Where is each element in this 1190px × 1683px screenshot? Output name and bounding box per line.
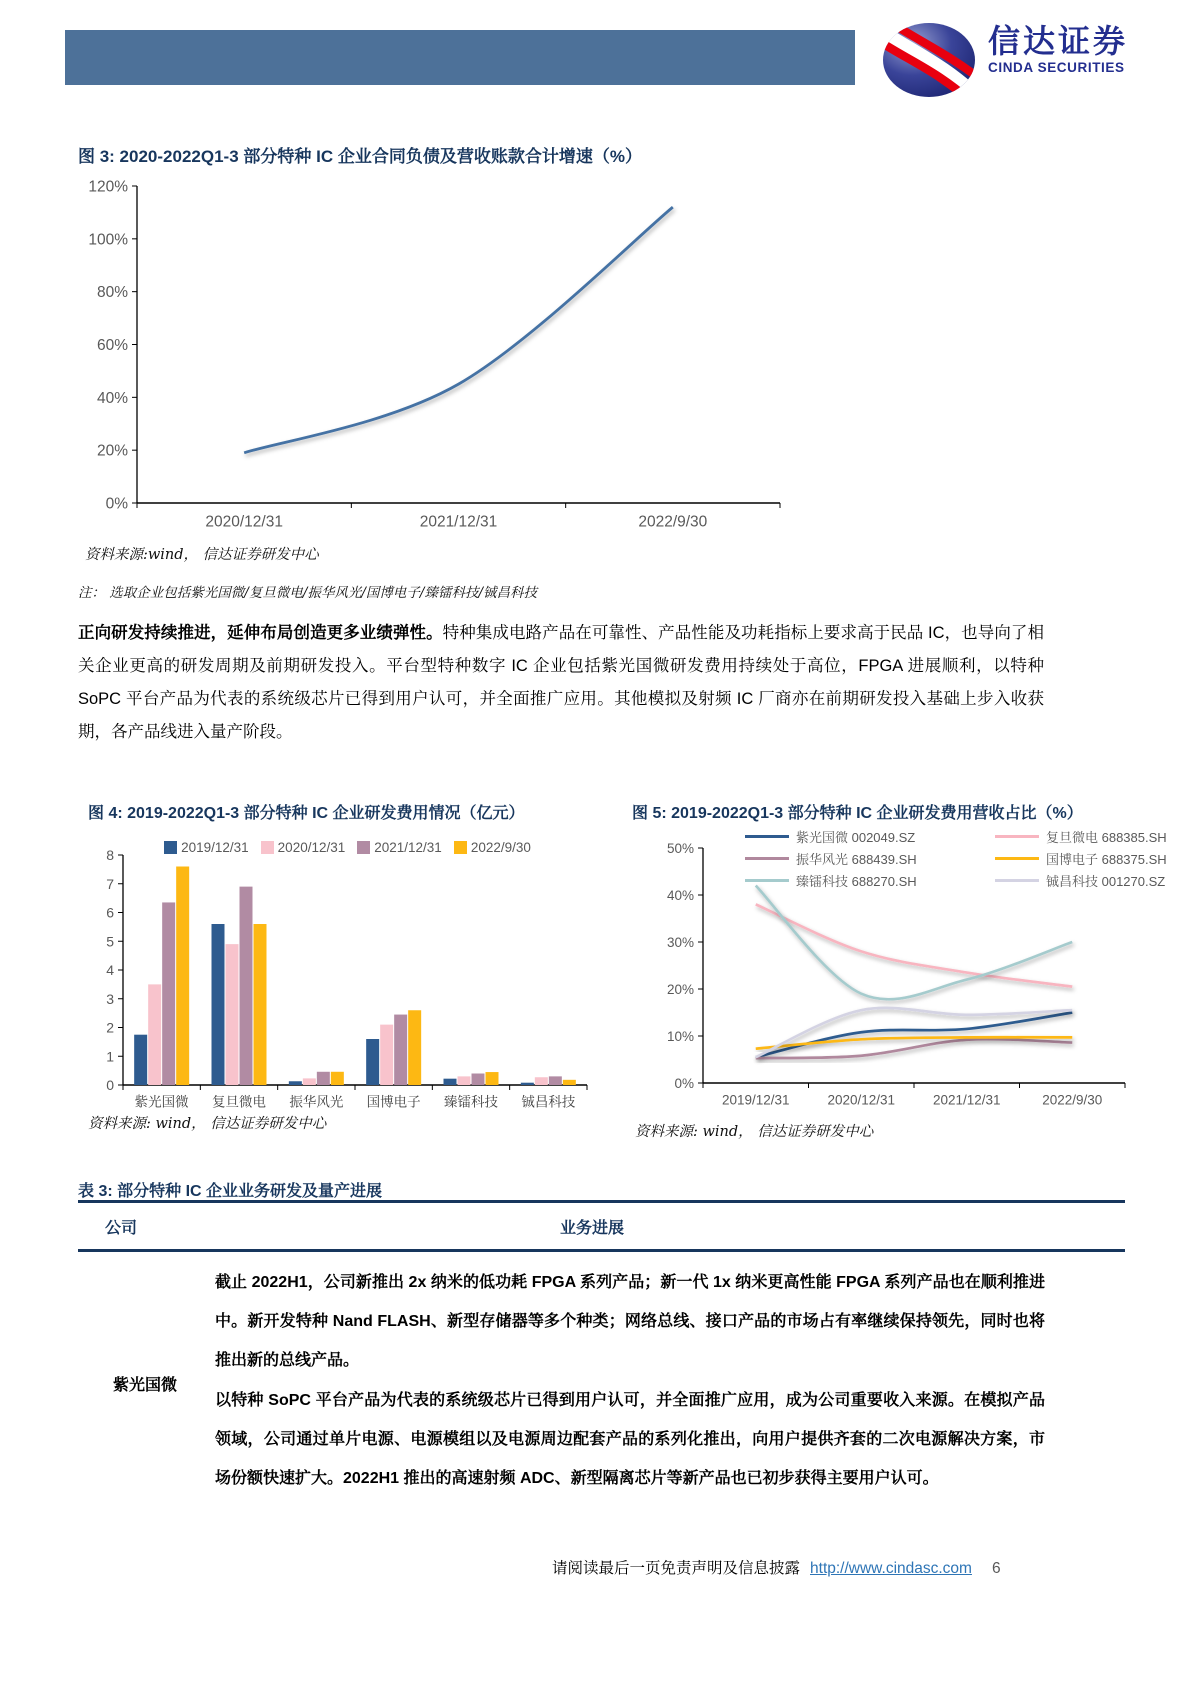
svg-text:4: 4 [106,962,114,979]
fig4-bar [289,1081,302,1085]
fig4-bar [303,1078,316,1085]
svg-text:复旦微电: 复旦微电 [212,1094,266,1110]
table3-title: 表 3: 部分特种 IC 企业业务研发及量产进展 [78,1183,383,1200]
fig4-legend-item: 2019/12/31 [164,840,249,855]
company-logo [882,22,1128,98]
svg-text:8: 8 [106,847,114,864]
svg-text:2022/9/30: 2022/9/30 [638,513,708,531]
svg-text:2021/12/31: 2021/12/31 [419,513,498,531]
svg-text:2: 2 [106,1019,114,1036]
fig4-legend-item: 2022/9/30 [454,840,531,855]
table3-row-progress-para1: 截止 2022H1，公司新推出 2x 纳米的低功耗 FPGA 系列产品；新一代 1x 纳米更高性能 FPGA 系列产品也在顺利推进中。新开发特种 Nand FLASH、新型存储器等多个种类；网络总线、接口产品的市场占有率继续保持领先，同时也将推出新的总线产品。 [215,1274,1045,1369]
table3-top-rule [78,1200,1125,1203]
svg-text:国博电子: 国博电子 [366,1094,421,1110]
svg-text:10%: 10% [666,1028,694,1044]
table3-row-progress-para2: 以特种 SoPC 平台产品为代表的系统级芯片已得到用户认可，并全面推广应用，成为公司重要收入来源。在模拟产品领域，公司通过单片电源、电源模组以及电源周边配套产品的系列化推出，向用户提供齐套的二次电源解决方案，市场份额快速扩大。2022H1 推出的高速射频 ADC、新型隔离芯片等新产品也已初步获得主要用户认可。 [215,1392,1045,1487]
svg-text:1: 1 [106,1048,114,1065]
svg-text:振华风光: 振华风光 [289,1094,344,1110]
svg-text:3: 3 [106,990,114,1007]
svg-text:2019/12/31: 2019/12/31 [721,1092,790,1108]
fig3-source: 资料来源:wind， 信达证券研发中心 [85,547,319,563]
logo-name-en: CINDA SECURITIES [988,60,1125,75]
fig3-title: 图 3: 2020-2022Q1-3 部分特种 IC 企业合同负债及营收账款合计增速（%） [78,147,642,166]
fig4-bar [521,1083,534,1085]
footer-website-link[interactable]: http://www.cindasc.com [810,1560,972,1577]
fig5-series-line [756,904,1073,986]
fig4-title: 图 4: 2019-2022Q1-3 部分特种 IC 企业研发费用情况（亿元） [88,805,525,822]
svg-text:7: 7 [106,875,114,892]
fig4-bar [212,924,225,1085]
fig5-legend-item: 复旦微电 688385.SH [995,827,1190,846]
svg-text:2021/12/31: 2021/12/31 [932,1092,1001,1108]
body-paragraph [78,617,1044,749]
fig4-bar [162,902,175,1085]
fig4-bar [472,1074,485,1086]
fig4-bar [317,1072,330,1085]
fig4-bar [254,924,267,1085]
table3-header-rule [78,1249,1125,1252]
svg-text:20%: 20% [666,981,694,997]
svg-text:120%: 120% [88,178,128,196]
svg-text:20%: 20% [96,442,128,460]
fig4-bar [394,1015,407,1085]
fig4-bar [134,1035,147,1085]
fig5-series-line [756,1008,1073,1057]
fig5-legend-item: 铖昌科技 001270.SZ [995,871,1190,890]
paragraph-lead-bold: 正向研发持续推进，延伸布局创造更多业绩弹性。 [78,624,443,642]
svg-text:0%: 0% [105,495,128,513]
svg-text:2022/9/30: 2022/9/30 [1042,1092,1103,1108]
cinda-globe-icon [882,22,976,98]
fig4-bar [148,984,161,1085]
fig5-title: 图 5: 2019-2022Q1-3 部分特种 IC 企业研发费用营收占比（%） [632,805,1083,822]
fig4-bar [366,1039,379,1085]
fig4-bar [458,1076,471,1085]
svg-text:40%: 40% [666,887,694,903]
fig5-series-line [756,1039,1073,1058]
page-footer [552,1556,1001,1578]
fig3-series-line [244,207,673,453]
footer-disclaimer: 请阅读最后一页免责声明及信息披露 [552,1560,801,1577]
page-number: 6 [991,1560,1001,1577]
fig4-bar-chart [85,830,610,1125]
fig5-legend-item: 紫光国微 002049.SZ [745,827,995,846]
fig4-bar [176,867,189,1086]
logo-text [988,22,1128,75]
table3-row-company: 紫光国微 [112,1377,177,1394]
table3-header-progress: 业务进展 [560,1220,625,1237]
fig4-legend-item: 2020/12/31 [261,840,346,855]
fig4-bar [408,1010,421,1085]
fig4-bar [549,1076,562,1085]
fig3-note: 注： 选取企业包括紫光国微/复旦微电/振华风光/国博电子/臻镭科技/铖昌科技 [78,585,538,601]
fig5-series-line [756,886,1073,1000]
fig4-bar [535,1077,548,1085]
svg-text:5: 5 [106,933,114,950]
fig4-bar [563,1080,576,1085]
svg-text:30%: 30% [666,934,694,950]
svg-text:50%: 50% [666,840,694,856]
svg-text:铖昌科技: 铖昌科技 [521,1094,576,1110]
fig4-bar [444,1079,457,1085]
fig3-line-chart [75,168,795,538]
fig5-legend-item: 国博电子 688375.SH [995,849,1190,868]
fig4-legend-item: 2021/12/31 [357,840,442,855]
svg-text:2020/12/31: 2020/12/31 [827,1092,896,1108]
fig5-series-line [756,1013,1073,1058]
svg-text:0: 0 [106,1077,114,1094]
logo-name-cn: 信达证券 [988,23,1129,59]
svg-text:2020/12/31: 2020/12/31 [205,513,283,531]
fig5-source: 资料来源: wind， 信达证券研发中心 [635,1124,874,1140]
header-bar [65,30,855,85]
fig5-legend-item: 振华风光 688439.SH [745,849,995,868]
svg-text:6: 6 [106,904,114,921]
fig4-bar [380,1025,393,1085]
fig4-bar [486,1072,499,1085]
svg-text:100%: 100% [88,231,128,249]
svg-text:40%: 40% [96,389,128,407]
svg-text:60%: 60% [96,337,128,355]
fig4-bar [226,944,239,1085]
fig5-legend-item: 臻镭科技 688270.SH [745,871,995,890]
table3-header-company: 公司 [105,1220,138,1237]
svg-text:紫光国微: 紫光国微 [134,1094,189,1110]
svg-text:0%: 0% [674,1075,694,1091]
fig4-bar [240,887,253,1085]
svg-text:臻镭科技: 臻镭科技 [444,1094,498,1110]
fig4-source: 资料来源: wind， 信达证券研发中心 [88,1116,327,1132]
paragraph-rest: 特种集成电路产品在可靠性、产品性能及功耗指标上要求高于民品 IC，也导向了相关企业更高的研发周期及前期研发投入。平台型特种数字 IC 企业包括紫光国微研发费用持续处于高位，FPGA 进展顺利，以特种 SoPC 平台产品为代表的系统级芯片已得到用户认可，并全面推广应用。其他模拟及射频 IC 厂商亦在前期研发投入基础上步入收获期，各产品线进入量产阶段。 [78,624,1044,741]
fig4-bar [331,1072,344,1085]
svg-text:80%: 80% [96,284,128,302]
fig5-line-chart [625,835,1130,1125]
